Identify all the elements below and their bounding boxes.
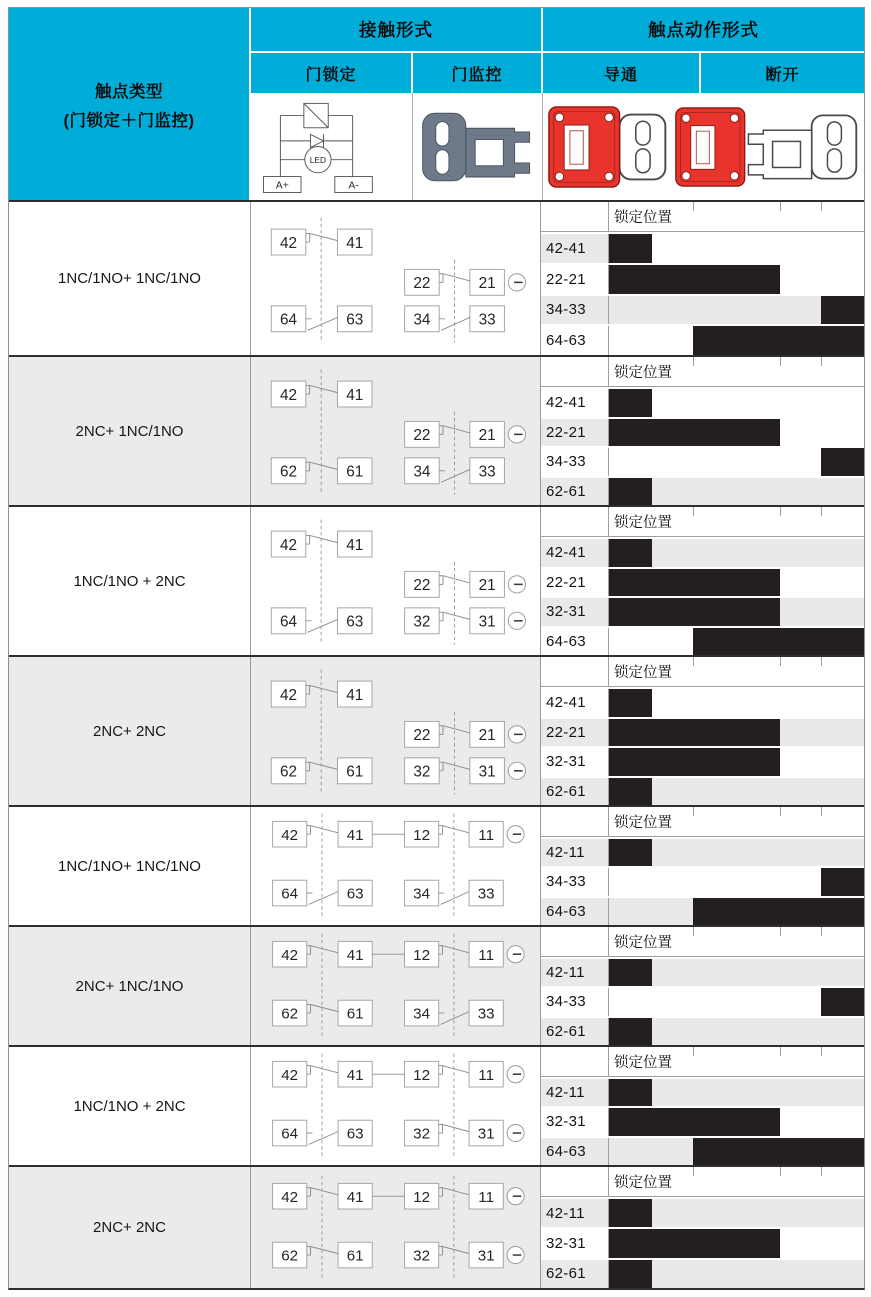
contact-circuit-diagram [252,1172,540,1284]
chart-tick [780,1167,781,1176]
timing-row-22-21 [541,419,864,447]
svg-text:41: 41 [346,826,364,844]
timing-header-spacer [541,657,609,686]
timing-bar-closed [609,689,652,717]
timing-bar-closed [821,868,864,895]
solenoid-led-circuit-icon [256,97,408,197]
timing-bar-closed [609,1260,652,1288]
contact-spec-table [8,7,865,1290]
chart-tick [693,927,694,936]
timing-chart [541,202,864,355]
timing-bar-closed [609,959,652,986]
timing-row-label: 64-63 [541,326,609,355]
timing-chart-header [541,507,864,537]
svg-text:64: 64 [279,613,297,631]
timing-row-label: 32-31 [541,598,609,626]
header-row-1 [251,8,864,51]
timing-bar-closed [609,839,652,866]
timing-row-label: 42-11 [541,1079,609,1106]
timing-row-22-21 [541,719,864,747]
contact-type-label: 2NC+ 2NC [9,657,251,805]
locked-position-label: 锁定位置 [609,1047,864,1076]
contact-type-label: 1NC/1NO + 2NC [9,1047,251,1165]
svg-text:11: 11 [477,1066,494,1084]
locked-position-label: 锁定位置 [609,357,864,386]
timing-chart-header [541,927,864,957]
timing-row-label: 42-41 [541,689,609,717]
svg-text:64: 64 [279,311,297,329]
row-group-2 [9,355,864,505]
svg-text:31: 31 [477,1247,495,1265]
chart-tick [821,357,822,366]
timing-bar-closed [609,478,652,506]
svg-text:42: 42 [279,386,297,404]
svg-text:61: 61 [345,463,363,481]
timing-track [609,326,864,355]
svg-text:63: 63 [346,1125,364,1143]
header-action-form: 触点动作形式 [543,8,864,51]
chart-tick [780,1047,781,1056]
timing-row-34-33 [541,988,864,1015]
svg-text:41: 41 [345,536,363,554]
svg-text:63: 63 [346,885,364,903]
timing-bar-closed [693,898,864,925]
timing-row-label: 42-41 [541,234,609,263]
locked-position-label: 锁定位置 [609,202,864,231]
svg-text:22: 22 [412,727,430,745]
contact-type-label: 1NC/1NO + 2NC [9,507,251,655]
timing-row-label: 62-61 [541,478,609,506]
svg-text:42: 42 [279,686,297,704]
svg-text:42: 42 [279,234,297,252]
row-group-8 [9,1165,864,1288]
timing-bar-closed [693,326,864,355]
timing-row-42-11 [541,839,864,866]
svg-text:42: 42 [280,826,298,844]
svg-text:41: 41 [345,686,363,704]
timing-track [609,569,864,597]
chart-tick [693,1047,694,1056]
lock-circuit-icon [251,93,413,200]
timing-row-label: 62-61 [541,1018,609,1045]
timing-row-label: 64-63 [541,1138,609,1165]
timing-row-22-21 [541,265,864,294]
timing-bar-closed [609,719,780,747]
locked-position-label: 锁定位置 [609,1167,864,1196]
timing-track [609,1199,864,1227]
svg-text:62: 62 [279,763,297,781]
svg-text:61: 61 [345,763,363,781]
timing-track [609,868,864,895]
timing-chart-header [541,807,864,837]
timing-row-32-31 [541,748,864,776]
svg-text:42: 42 [280,946,298,964]
timing-row-label: 34-33 [541,988,609,1015]
svg-text:21: 21 [478,577,496,595]
timing-track [609,1138,864,1165]
timing-row-32-31 [541,1229,864,1257]
chart-tick [821,807,822,816]
timing-row-label: 34-33 [541,296,609,325]
svg-text:41: 41 [345,234,363,252]
timing-row-64-63 [541,628,864,656]
chart-tick [693,807,694,816]
timing-chart-header [541,1167,864,1197]
timing-row-label: 42-11 [541,839,609,866]
svg-text:64: 64 [280,885,298,903]
contact-diagram-cell [251,1047,541,1165]
svg-text:34: 34 [412,1005,430,1023]
contact-type-title: 触点类型 [95,82,163,101]
timing-bar-closed [609,748,780,776]
table-header [9,8,864,200]
svg-text:62: 62 [280,1247,298,1265]
svg-text:12: 12 [412,826,430,844]
svg-text:22: 22 [412,577,430,595]
timing-row-62-61 [541,478,864,506]
timing-row-34-33 [541,448,864,476]
svg-text:33: 33 [477,1005,495,1023]
svg-text:32: 32 [412,1247,430,1265]
svg-text:33: 33 [478,311,496,329]
contact-type-label: 1NC/1NO+ 1NC/1NO [9,202,251,355]
svg-text:63: 63 [345,311,363,329]
timing-track [609,719,864,747]
svg-text:31: 31 [477,1125,495,1143]
contact-circuit-diagram [252,1050,540,1162]
timing-bar-closed [693,628,864,656]
row-group-4 [9,655,864,805]
contact-diagram-cell [251,657,541,805]
timing-header-spacer [541,927,609,956]
timing-track [609,419,864,447]
contact-type-subtitle: (门锁定＋门监控) [63,111,195,130]
timing-track [609,748,864,776]
row-group-5 [9,805,864,925]
timing-row-label: 32-31 [541,1229,609,1257]
timing-bar-closed [609,1199,652,1227]
chart-tick [780,507,781,516]
timing-chart [541,1047,864,1165]
monitor-key-icon [413,93,543,200]
svg-text:42: 42 [280,1066,298,1084]
timing-track [609,778,864,806]
timing-row-62-61 [541,778,864,806]
svg-text:21: 21 [478,727,496,745]
svg-text:41: 41 [346,1066,364,1084]
timing-row-32-31 [541,598,864,626]
timing-row-64-63 [541,326,864,355]
svg-text:12: 12 [412,1188,430,1206]
timing-row-42-41 [541,689,864,717]
chart-tick [821,1167,822,1176]
timing-chart [541,357,864,505]
timing-bar-closed [609,1229,780,1257]
timing-track [609,478,864,506]
timing-bar-closed [609,778,652,806]
timing-track [609,1229,864,1257]
chart-tick [693,1167,694,1176]
chart-tick [693,657,694,666]
header-door-lock: 门锁定 [251,53,411,93]
timing-track [609,448,864,476]
contact-type-label: 2NC+ 1NC/1NO [9,357,251,505]
timing-bar-closed [609,598,780,626]
timing-row-42-41 [541,389,864,417]
row-group-7 [9,1045,864,1165]
timing-track [609,988,864,1015]
chart-tick [780,657,781,666]
contact-diagram-cell [251,807,541,925]
timing-row-label: 64-63 [541,628,609,656]
svg-text:61: 61 [346,1005,364,1023]
svg-text:31: 31 [478,763,496,781]
timing-row-42-11 [541,1079,864,1106]
timing-chart-header [541,202,864,232]
timing-row-42-41 [541,234,864,263]
timing-bar-closed [821,448,864,476]
timing-bar-closed [609,539,652,567]
timing-bar-closed [609,419,780,447]
header-contact-type-cell [9,8,249,200]
timing-row-label: 32-31 [541,748,609,776]
timing-bar-closed [609,569,780,597]
timing-header-spacer [541,1047,609,1076]
timing-row-label: 42-41 [541,539,609,567]
timing-chart [541,927,864,1045]
svg-text:11: 11 [477,826,494,844]
chart-tick [821,202,822,211]
timing-header-spacer [541,202,609,231]
svg-text:41: 41 [346,1188,364,1206]
timing-track [609,598,864,626]
svg-text:21: 21 [478,274,496,292]
timing-row-42-11 [541,959,864,986]
chart-tick [780,927,781,936]
contact-circuit-diagram [252,810,540,922]
timing-row-label: 42-11 [541,959,609,986]
timing-row-34-33 [541,868,864,895]
timing-row-label: 42-11 [541,1199,609,1227]
contact-circuit-diagram [252,360,540,502]
svg-text:34: 34 [412,463,430,481]
timing-track [609,1018,864,1045]
svg-text:A+: A+ [275,179,289,191]
timing-chart-header [541,1047,864,1077]
svg-text:12: 12 [412,1066,430,1084]
timing-chart [541,1167,864,1288]
svg-text:63: 63 [345,613,363,631]
header-open: 断开 [701,53,864,93]
contact-diagram-cell [251,927,541,1045]
timing-track [609,839,864,866]
timing-row-label: 22-21 [541,419,609,447]
timing-track [609,234,864,263]
contact-circuit-diagram [252,510,540,652]
timing-track [609,1079,864,1106]
header-right [251,8,864,200]
chart-tick [821,927,822,936]
timing-row-42-11 [541,1199,864,1227]
timing-header-spacer [541,507,609,536]
timing-track [609,539,864,567]
timing-chart-header [541,357,864,387]
timing-bar-closed [821,296,864,325]
chart-tick [821,657,822,666]
locked-position-label: 锁定位置 [609,507,864,536]
timing-header-spacer [541,1167,609,1196]
timing-row-62-61 [541,1018,864,1045]
timing-track [609,389,864,417]
contact-circuit-diagram [252,660,540,802]
chart-tick [693,202,694,211]
svg-text:62: 62 [279,463,297,481]
switch-open-icon [674,103,860,191]
chart-tick [821,507,822,516]
timing-row-64-63 [541,1138,864,1165]
header-row-2 [251,53,864,93]
timing-row-label: 22-21 [541,719,609,747]
svg-text:33: 33 [478,463,496,481]
contact-diagram-cell [251,1167,541,1288]
chart-tick [693,507,694,516]
timing-track [609,1108,864,1135]
svg-text:33: 33 [477,885,495,903]
timing-row-label: 22-21 [541,569,609,597]
svg-text:22: 22 [412,427,430,445]
timing-bar-closed [609,1108,780,1135]
timing-bar-closed [609,389,652,417]
header-contact-form: 接触形式 [251,8,541,51]
header-icon-row [251,93,864,200]
contact-diagram-cell [251,507,541,655]
timing-chart [541,657,864,805]
header-conducting: 导通 [543,53,699,93]
timing-row-label: 62-61 [541,778,609,806]
timing-row-34-33 [541,296,864,325]
svg-text:LED: LED [309,154,326,165]
table-body [9,200,864,1288]
timing-row-62-61 [541,1260,864,1288]
timing-row-32-31 [541,1108,864,1135]
svg-text:62: 62 [280,1005,298,1023]
timing-chart [541,507,864,655]
svg-text:32: 32 [412,1125,430,1143]
timing-track [609,898,864,925]
timing-track [609,265,864,294]
timing-track [609,296,864,325]
contact-type-label: 2NC+ 2NC [9,1167,251,1288]
chart-tick [780,807,781,816]
timing-chart [541,807,864,925]
timing-row-label: 22-21 [541,265,609,294]
row-group-3 [9,505,864,655]
locked-position-label: 锁定位置 [609,807,864,836]
timing-bar-closed [609,234,652,263]
timing-track [609,689,864,717]
row-group-1 [9,200,864,355]
svg-text:41: 41 [345,386,363,404]
timing-track [609,959,864,986]
timing-row-label: 32-31 [541,1108,609,1135]
timing-bar-closed [609,265,780,294]
svg-text:42: 42 [279,536,297,554]
timing-row-22-21 [541,569,864,597]
svg-text:21: 21 [478,427,496,445]
svg-text:32: 32 [412,613,430,631]
chart-tick [780,202,781,211]
timing-track [609,1260,864,1288]
door-key-icon [417,101,539,193]
locked-position-label: 锁定位置 [609,657,864,686]
timing-row-64-63 [541,898,864,925]
contact-diagram-cell [251,357,541,505]
svg-text:11: 11 [477,1188,494,1206]
timing-track [609,628,864,656]
header-door-monitor: 门监控 [413,53,541,93]
chart-tick [780,357,781,366]
timing-chart-header [541,657,864,687]
contact-type-label: 1NC/1NO+ 1NC/1NO [9,807,251,925]
timing-row-label: 62-61 [541,1260,609,1288]
contact-circuit-diagram [252,930,540,1042]
contact-circuit-diagram [252,208,540,350]
switch-conducting-icon [547,103,673,191]
timing-header-spacer [541,807,609,836]
chart-tick [821,1047,822,1056]
svg-text:31: 31 [478,613,496,631]
locked-position-label: 锁定位置 [609,927,864,956]
svg-text:22: 22 [412,274,430,292]
contact-type-label: 2NC+ 1NC/1NO [9,927,251,1045]
timing-bar-closed [821,988,864,1015]
timing-row-label: 42-41 [541,389,609,417]
timing-bar-closed [609,1018,652,1045]
svg-text:64: 64 [280,1125,298,1143]
timing-row-42-41 [541,539,864,567]
timing-bar-closed [693,1138,864,1165]
svg-text:34: 34 [412,311,430,329]
svg-text:34: 34 [412,885,430,903]
svg-text:41: 41 [346,946,364,964]
svg-text:61: 61 [346,1247,364,1265]
timing-row-label: 34-33 [541,448,609,476]
timing-bar-closed [609,1079,652,1106]
svg-text:12: 12 [412,946,430,964]
svg-text:11: 11 [477,946,494,964]
svg-text:42: 42 [280,1188,298,1206]
svg-text:32: 32 [412,763,430,781]
svg-text:A-: A- [347,179,359,191]
chart-tick [693,357,694,366]
contact-diagram-cell [251,202,541,355]
timing-header-spacer [541,357,609,386]
row-group-6 [9,925,864,1045]
timing-row-label: 34-33 [541,868,609,895]
action-state-icons [543,93,864,200]
timing-row-label: 64-63 [541,898,609,925]
